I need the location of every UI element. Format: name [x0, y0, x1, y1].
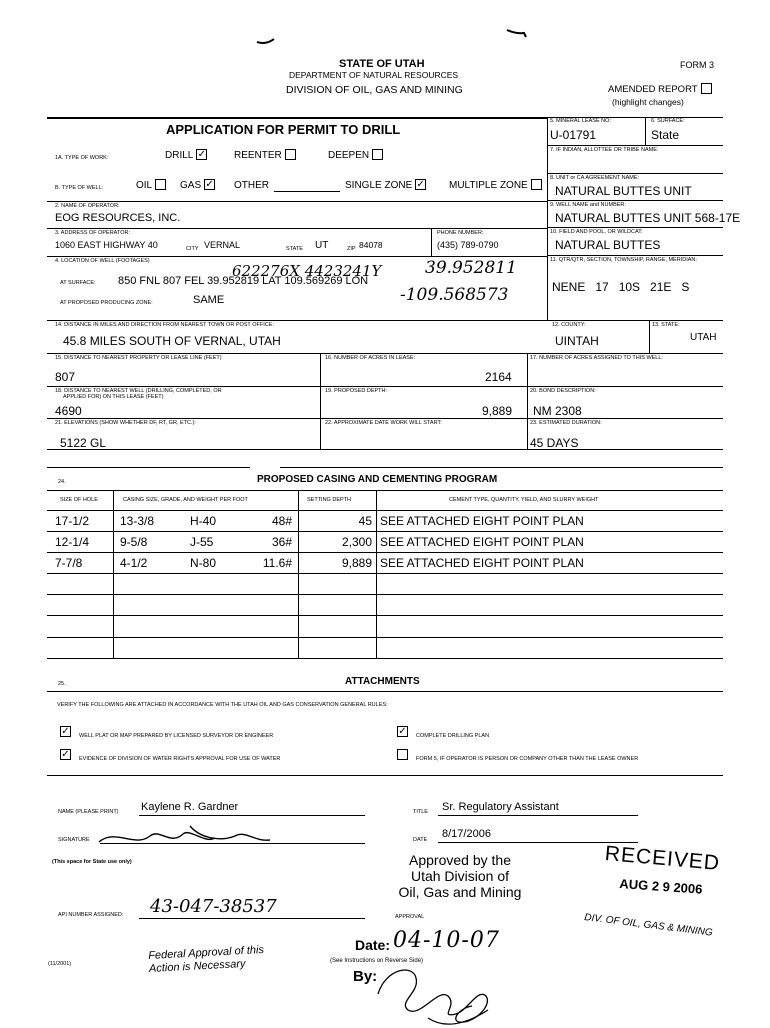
state-field-label: 13. STATE: [652, 322, 680, 328]
approval-line: Oil, Gas and Mining [398, 884, 522, 900]
form-title: APPLICATION FOR PERMIT TO DRILL [166, 122, 401, 137]
attachment-item: ✓ WELL PLAT OR MAP PREPARED BY LICENSED SURVEYOR OR ENGINEER [61, 726, 274, 739]
unit-agreement-label: 8. UNIT or CA AGREEMENT NAME: [550, 175, 640, 181]
qtr-section-label: 11. QTR/QTR, SECTION, TOWNSHIP, RANGE, MERIDIAN: [550, 257, 697, 263]
approval-line: Approved by the [409, 852, 511, 868]
name-label: NAME (PLEASE PRINT) [58, 809, 119, 815]
casing-grade: J-55 [190, 535, 214, 549]
approval-line: Utah Division of [410, 868, 510, 884]
attachments-number: 25. [58, 681, 66, 687]
qtr-section-value: NENE 17 10S 21E S [552, 280, 690, 294]
handwritten-latitude: 39.952811 [425, 258, 517, 278]
casing-cement: SEE ATTACHED EIGHT POINT PLAN [380, 556, 584, 570]
depth-value: 9,889 [482, 404, 513, 418]
acres-lease-label: 16. NUMBER OF ACRES IN LEASE: [325, 355, 416, 361]
surface-value: State [651, 128, 680, 142]
casing-weight: 11.6# [262, 556, 292, 570]
title-label: TITLE [413, 809, 428, 815]
multiple-zone-checkbox[interactable] [531, 179, 542, 190]
distance-well-label-1: 18. DISTANCE TO NEAREST WELL (DRILLING, COMPLETED, OR [55, 388, 222, 394]
type-work-deepen: DEEPEN [328, 150, 383, 161]
stamp-date-value: 04-10-07 [393, 928, 500, 953]
zip-label: ZIP [347, 246, 356, 252]
elevations-value: 5122 GL [60, 436, 107, 450]
city-value: VERNAL [204, 240, 241, 250]
casing-weight: 36# [271, 535, 292, 549]
casing-header-depth: SETTING DEPTH [307, 497, 352, 503]
federal-line: Federal Approval of this [148, 943, 265, 962]
type-work-reenter: REENTER [234, 150, 296, 161]
attachments-title: ATTACHMENTS [345, 676, 420, 687]
duration-value: 45 DAYS [530, 436, 579, 450]
single-zone: SINGLE ZONE ✓ [345, 179, 425, 192]
amended-report: AMENDED REPORT [608, 84, 712, 95]
distance-town-label: 14. DISTANCE IN MILES AND DIRECTION FROM NEAREST TOWN OR POST OFFICE: [55, 322, 274, 328]
received-stamp-date: AUG 2 9 2006 [618, 876, 703, 897]
casing-number: 24. [58, 479, 66, 485]
other-blank-line[interactable] [274, 191, 340, 192]
federal-approval-stamp [148, 944, 265, 976]
reenter-checkbox[interactable] [285, 149, 296, 160]
casing-depth: 9,889 [341, 556, 372, 570]
api-label: API NUMBER ASSIGNED: [58, 912, 124, 918]
federal-line: Action is Necessary [148, 957, 246, 975]
distance-well-value: 4690 [55, 404, 82, 418]
distance-well-label-2: APPLIED FOR) ON THIS LEASE (FEET) [63, 394, 164, 400]
distance-property-value: 807 [55, 370, 76, 384]
attachment-checkbox[interactable]: ✓ [61, 749, 70, 761]
unit-agreement-value: NATURAL BUTTES UNIT [555, 184, 692, 198]
type-work-drill: DRILL ✓ [165, 149, 207, 162]
signature-scrawl [95, 818, 295, 848]
depth-label: 19. PROPOSED DEPTH: [325, 388, 388, 394]
casing-hole: 12-1/4 [55, 535, 90, 549]
type-well-gas: GAS ✓ [180, 179, 214, 192]
location-label: 4. LOCATION OF WELL (FOOTAGES) [55, 258, 150, 264]
acres-lease-value: 2164 [485, 370, 512, 384]
amended-note: (highlight changes) [612, 97, 684, 107]
casing-size: 4-1/2 [120, 556, 148, 570]
zip-value: 84078 [359, 240, 383, 250]
casing-hole: 17-1/2 [55, 514, 90, 528]
elevations-label: 21. ELEVATIONS (SHOW WHETHER DF, RT, GR, ETC.): [55, 420, 196, 426]
address-street: 1060 EAST HIGHWAY 40 [55, 240, 158, 250]
well-name-value: NATURAL BUTTES UNIT 568-17E [555, 211, 741, 225]
casing-weight: 48# [271, 514, 292, 528]
producing-zone-value: SAME [193, 294, 225, 306]
attachment-item: FORM 5, IF OPERATOR IS PERSON OR COMPANY OTHER THAN THE LEASE OWNER [397, 747, 638, 765]
attachments-verify: VERIFY THE FOLLOWING ARE ATTACHED IN ACCORDANCE WITH THE UTAH OIL AND GAS CONSERVATION GENERAL RULES: [57, 702, 388, 708]
acres-well-label: 17. NUMBER OF ACRES ASSIGNED TO THIS WELL: [530, 355, 663, 361]
casing-grade: N-80 [190, 556, 217, 570]
producing-zone-label: AT PROPOSED PRODUCING ZONE: [60, 300, 153, 306]
oil-checkbox[interactable] [155, 179, 166, 190]
casing-cement: SEE ATTACHED EIGHT POINT PLAN [380, 535, 584, 549]
gas-checkbox[interactable]: ✓ [205, 179, 214, 190]
allottee-label: 7. IF INDIAN, ALLOTTEE OR TRIBE NAME: [550, 147, 659, 153]
casing-header-cement: CEMENT TYPE, QUANTITY, YIELD, AND SLURRY WEIGHT [449, 497, 599, 503]
approval-stamp [385, 852, 535, 900]
distance-town-value: 45.8 MILES SOUTH OF VERNAL, UTAH [63, 334, 281, 348]
casing-title: PROPOSED CASING AND CEMENTING PROGRAM [257, 474, 498, 485]
form-number: FORM 3 [680, 60, 715, 70]
form-revision: (11/2001) [48, 961, 72, 967]
casing-cement: SEE ATTACHED EIGHT POINT PLAN [380, 514, 584, 528]
date-value: 8/17/2006 [442, 828, 491, 840]
field-pool-label: 10. FIELD AND POOL, OR WILDCAT: [550, 229, 643, 235]
state-field-value: UTAH [690, 332, 717, 343]
approval-label: APPROVAL [395, 914, 425, 920]
casing-size: 9-5/8 [120, 535, 148, 549]
casing-header-hole: SIZE OF HOLE [60, 497, 98, 503]
type-work-label: 1A. TYPE OF WORK: [55, 155, 109, 161]
state-label: STATE [286, 246, 303, 252]
api-value: 43-047-38537 [150, 896, 277, 917]
casing-hole: 7-7/8 [55, 556, 83, 570]
city-label: CITY [186, 246, 199, 252]
at-surface-value: 850 FNL 807 FEL 39.952819 LAT 109.569269 LON [118, 275, 369, 287]
bond-label: 20. BOND DESCRIPTION: [530, 388, 596, 394]
casing-size: 13-3/8 [120, 514, 155, 528]
casing-header-size: CASING SIZE, GRADE, AND WEIGHT PER FOOT [123, 497, 248, 503]
address-label: 3. ADDRESS OF OPERATOR: [55, 230, 130, 236]
start-date-label: 22. APPROXIMATE DATE WORK WILL START: [325, 420, 442, 426]
at-surface-label: AT SURFACE: [60, 280, 96, 286]
deepen-checkbox[interactable] [372, 149, 383, 160]
attachment-item: ✓ COMPLETE DRILLING PLAN [398, 726, 490, 739]
lease-label: 5. MINERAL LEASE NO: [550, 118, 611, 124]
date-label: DATE [413, 837, 428, 843]
field-pool-value: NATURAL BUTTES [555, 238, 661, 252]
duration-label: 23. ESTIMATED DURATION: [530, 420, 602, 426]
casing-grade: H-40 [190, 514, 217, 528]
handwritten-coordinates: 622276X 4423241Y [232, 262, 382, 280]
casing-depth: 2,300 [341, 535, 372, 549]
scan-mark-left [256, 38, 276, 46]
stamp-by-label: By: [353, 968, 378, 985]
type-well-label: B. TYPE OF WELL: [55, 185, 104, 191]
attachment-checkbox[interactable]: ✓ [398, 726, 407, 738]
signature-label: SIGNATURE [58, 837, 90, 843]
bond-value: NM 2308 [533, 404, 582, 418]
department-heading: DEPARTMENT OF NATURAL RESOURCES [289, 70, 459, 80]
state-value: UT [315, 240, 329, 251]
surface-label: 6. SURFACE: [651, 118, 685, 124]
received-stamp-division: DIV. OF OIL, GAS & MINING [583, 912, 714, 939]
amended-report-checkbox[interactable] [701, 83, 712, 94]
type-well-oil: OIL [136, 180, 166, 191]
handwritten-longitude: -109.568573 [400, 285, 509, 305]
well-name-label: 9. WELL NAME and NUMBER: [550, 202, 626, 208]
lease-value: U-01791 [550, 128, 597, 142]
instructions-note: (See Instructions on Reverse Side) [330, 958, 424, 964]
phone-label: PHONE NUMBER: [437, 230, 484, 236]
state-use-note: (This space for State use only) [52, 859, 132, 865]
state-heading: STATE OF UTAH [339, 58, 425, 70]
stamp-date-label: Date: [355, 937, 391, 953]
received-stamp-title: RECEIVED [603, 842, 721, 875]
title-value: Sr. Regulatory Assistant [442, 801, 559, 813]
division-heading: DIVISION OF OIL, GAS AND MINING [286, 84, 463, 96]
name-value: Kaylene R. Gardner [141, 801, 239, 813]
single-zone-checkbox[interactable]: ✓ [416, 179, 425, 190]
distance-property-label: 15. DISTANCE TO NEAREST PROPERTY OR LEASE LINE (FEET) [55, 355, 222, 361]
attachment-checkbox[interactable] [397, 749, 408, 760]
operator-label: 2. NAME OF OPERATOR: [55, 203, 120, 209]
scan-mark-right [506, 28, 528, 38]
county-value: UINTAH [555, 334, 599, 348]
operator-value: EOG RESOURCES, INC. [55, 212, 181, 224]
drill-checkbox[interactable]: ✓ [197, 149, 207, 160]
phone-value: (435) 789-0790 [437, 240, 499, 250]
attachment-checkbox[interactable]: ✓ [61, 726, 70, 738]
county-label: 12. COUNTY: [552, 322, 586, 328]
multiple-zone: MULTIPLE ZONE [449, 180, 542, 191]
casing-depth: 45 [358, 514, 372, 528]
attachment-item: ✓ EVIDENCE OF DIVISION OF WATER RIGHTS APPROVAL FOR USE OF WATER [61, 749, 281, 762]
type-well-other: OTHER [234, 180, 269, 191]
